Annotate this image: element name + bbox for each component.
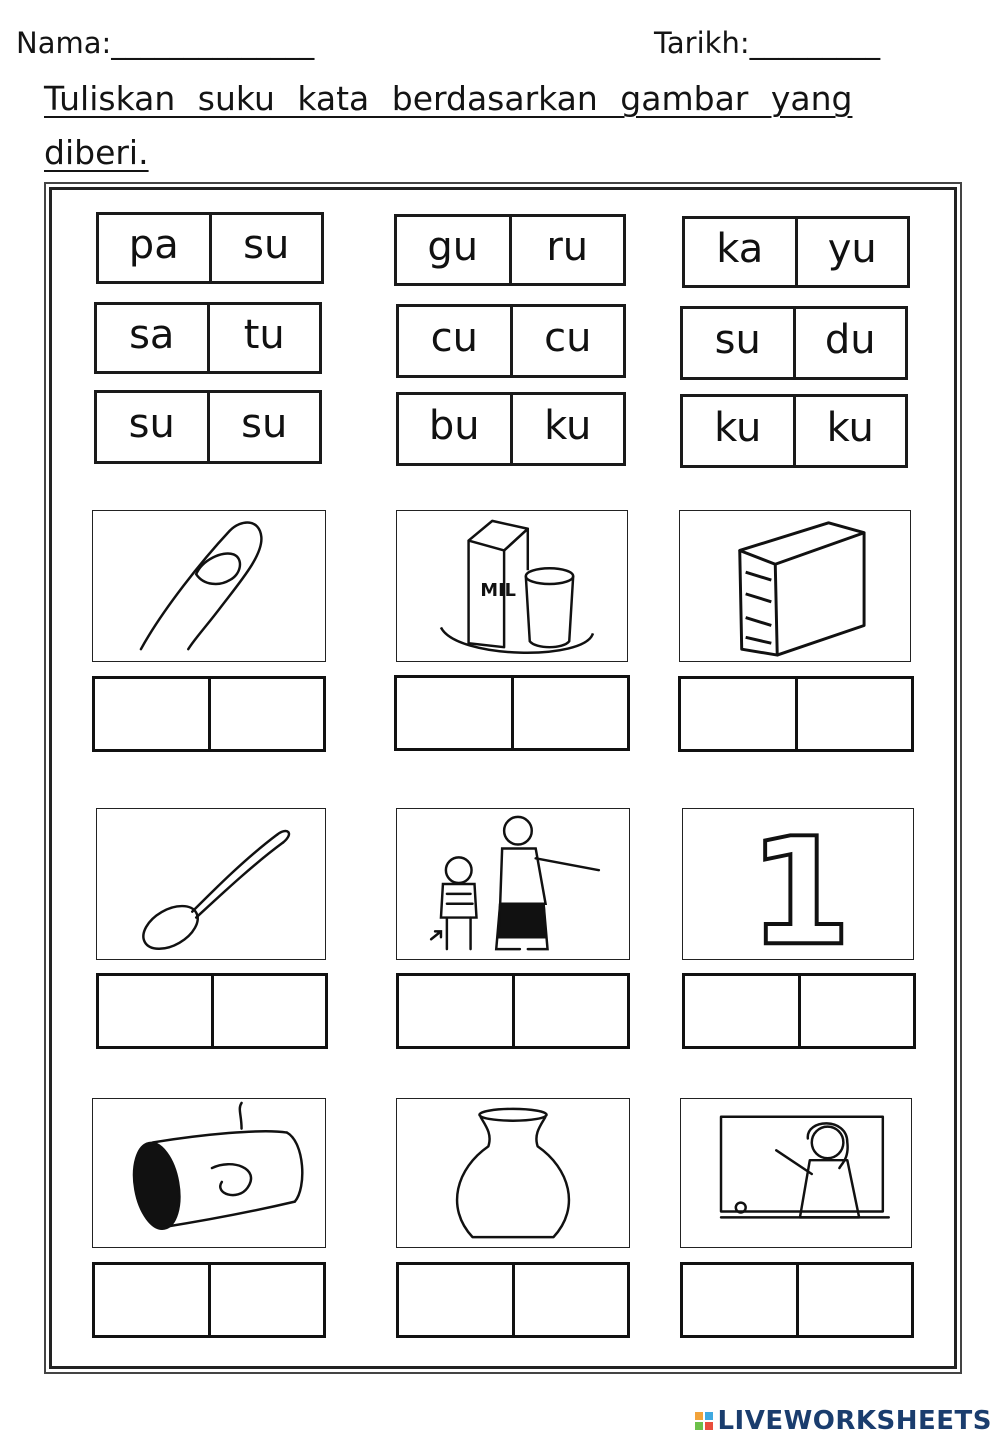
answer-slot[interactable] xyxy=(511,678,628,748)
number-one-label: 1 xyxy=(748,809,852,959)
answer-box[interactable] xyxy=(680,1262,914,1338)
answer-slot[interactable] xyxy=(681,679,795,749)
answer-slot[interactable] xyxy=(512,976,628,1046)
answer-slot[interactable] xyxy=(685,976,798,1046)
answer-slot[interactable] xyxy=(683,1265,796,1335)
milk-label: MIL xyxy=(480,580,516,601)
answer-slot[interactable] xyxy=(208,1265,324,1335)
syllable-box xyxy=(94,390,322,464)
fingernail-icon xyxy=(92,510,326,662)
instruction-text: Tuliskan suku kata berdasarkan gambar yang diberi. xyxy=(44,79,853,172)
syllable: cu xyxy=(430,315,478,361)
syllable: du xyxy=(793,309,906,377)
answer-slot[interactable] xyxy=(796,1265,912,1335)
answer-slot[interactable] xyxy=(95,1265,208,1335)
syllable-box xyxy=(682,216,910,288)
syllable: yu xyxy=(795,219,908,285)
syllable: sa xyxy=(129,312,175,358)
syllable: pa xyxy=(128,222,179,268)
syllable-box xyxy=(94,302,322,374)
answer-box[interactable] xyxy=(96,973,328,1049)
number-one-icon xyxy=(682,808,914,960)
syllable: cu xyxy=(510,307,624,375)
syllable: ku xyxy=(714,405,762,451)
milk-carton-icon xyxy=(396,510,628,662)
syllable: gu xyxy=(427,224,479,270)
answer-slot[interactable] xyxy=(798,976,914,1046)
syllable: ru xyxy=(509,217,624,283)
answer-slot[interactable] xyxy=(512,1265,628,1335)
syllable: su xyxy=(209,215,322,281)
syllable: ka xyxy=(716,226,764,272)
syllable: su xyxy=(128,401,175,447)
answer-box[interactable] xyxy=(92,676,326,752)
syllable: ku xyxy=(510,395,624,463)
logo-mark-icon xyxy=(695,1412,713,1430)
answer-box[interactable] xyxy=(396,973,630,1049)
answer-slot[interactable] xyxy=(211,976,326,1046)
answer-slot[interactable] xyxy=(399,1265,512,1335)
name-field-label: Nama:______________ xyxy=(16,26,315,60)
teacher-icon xyxy=(680,1098,912,1248)
answer-slot[interactable] xyxy=(397,678,511,748)
syllable-box xyxy=(680,394,908,468)
syllable-box xyxy=(394,214,626,286)
answer-box[interactable] xyxy=(394,675,630,751)
syllable: ku xyxy=(793,397,906,465)
syllable-box xyxy=(396,304,626,378)
syllable: su xyxy=(714,317,761,363)
answer-slot[interactable] xyxy=(208,679,324,749)
answer-slot[interactable] xyxy=(795,679,912,749)
liveworksheets-logo[interactable] xyxy=(695,1406,992,1436)
grandfather-grandson-icon xyxy=(396,808,630,960)
syllable-box xyxy=(680,306,908,380)
answer-box[interactable] xyxy=(92,1262,326,1338)
answer-box[interactable] xyxy=(682,973,916,1049)
syllable-box xyxy=(396,392,626,466)
syllable: tu xyxy=(207,305,320,371)
spoon-icon xyxy=(96,808,326,960)
syllable: bu xyxy=(428,403,480,449)
book-icon xyxy=(679,510,911,662)
answer-slot[interactable] xyxy=(399,976,512,1046)
answer-box[interactable] xyxy=(678,676,914,752)
syllable: su xyxy=(207,393,320,461)
date-field-label: Tarikh:_________ xyxy=(654,26,881,60)
vase-icon xyxy=(396,1098,630,1248)
syllable-box xyxy=(96,212,324,284)
log-icon xyxy=(92,1098,326,1248)
answer-box[interactable] xyxy=(396,1262,630,1338)
answer-slot[interactable] xyxy=(95,679,208,749)
logo-text: LIVEWORKSHEETS xyxy=(717,1406,992,1436)
answer-slot[interactable] xyxy=(99,976,211,1046)
